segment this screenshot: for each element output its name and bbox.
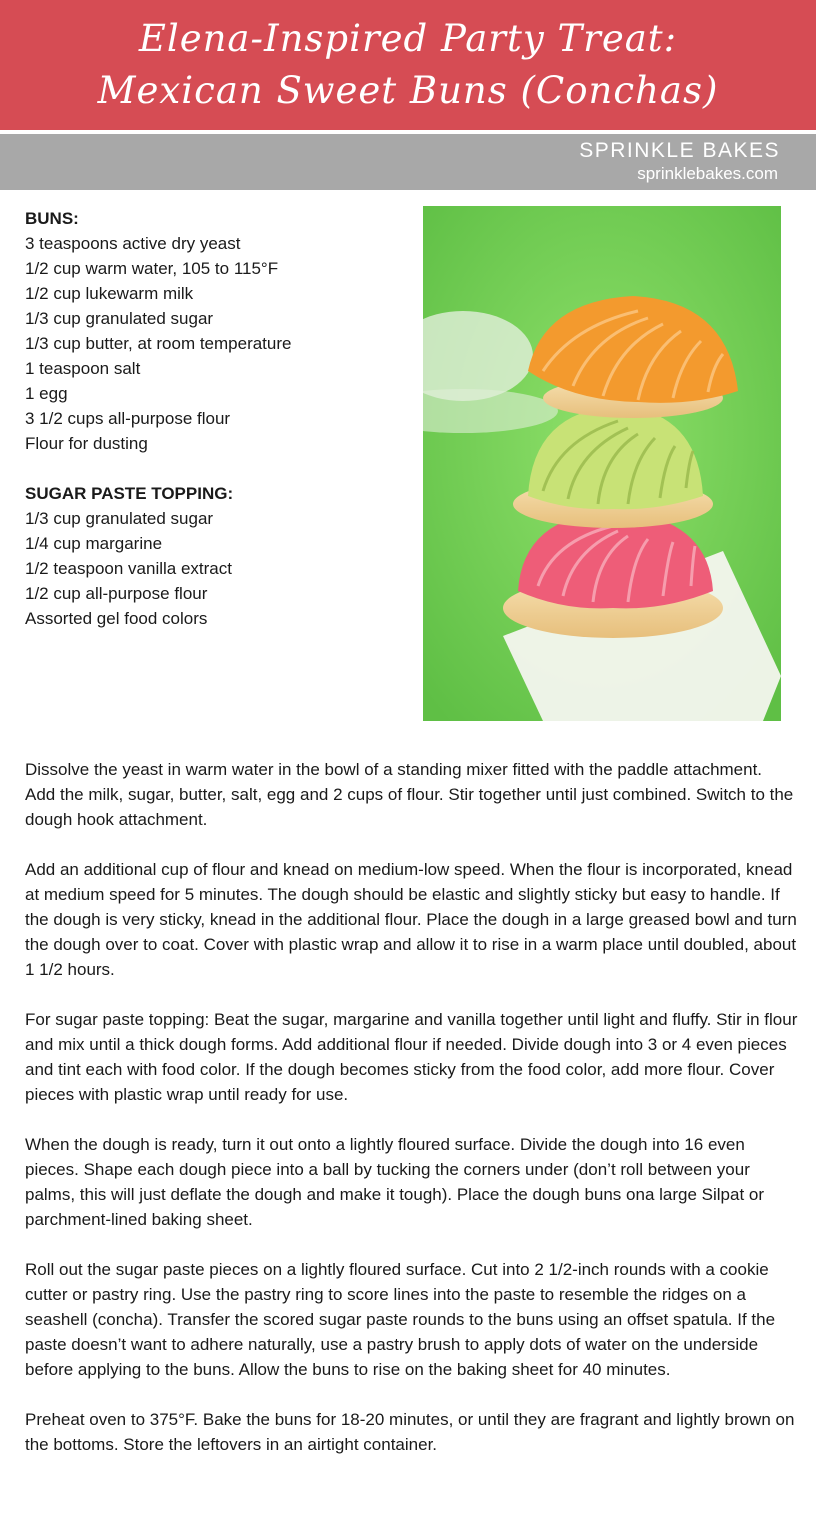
instruction-paragraph: When the dough is ready, turn it out onto a lightly floured surface. Divide the dough into 16 even pieces. Shape each dough piece into a ball by tucking the corners under (don’t roll between your palms, this will just deflate the dough and make it tough). Place the dough buns ona large Silpat or parchment-lined baking sheet. [25,1135,765,1229]
brand-name: SPRINKLE BAKES [579,139,780,162]
instruction-paragraph: Roll out the sugar paste pieces on a lightly floured surface. Cut into 2 1/2-inch rounds with a cookie cutter or pastry ring. Use the pastry ring to score lines into the paste to resemble the ridges on a seashell (concha). Transfer the scored sugar paste rounds to the buns using an offset spatula. If the paste doesn’t want to adhere naturally, use a pastry brush to apply dots of water on the underside before applying to the buns. Allow the buns to rise on the baking sheet for 40 minutes. [25,1260,776,1379]
ingredient-item: 1/3 cup granulated sugar [25,509,214,528]
spacer [25,456,405,481]
title-banner [0,0,816,130]
buns-heading: BUNS: [25,209,79,228]
ingredient-item: 3 1/2 cups all-purpose flour [25,409,231,428]
ingredient-item: 1/2 cup warm water, 105 to 115°F [25,259,279,278]
ingredient-item: 1/3 cup butter, at room temperature [25,334,292,353]
instruction-paragraph: For sugar paste topping: Beat the sugar, margarine and vanilla together until light and fluffy. Stir in flour and mix until a thick dough forms. Add additional flour if needed. Divide dough into 3 or 4 even pieces and tint each with food color. If the dough becomes sticky from the food color, add more flour. Cover pieces with plastic wrap until ready for use. [25,1010,798,1104]
ingredient-item: 1/4 cup margarine [25,534,163,553]
ingredient-item: 1/3 cup granulated sugar [25,309,214,328]
instruction-paragraph: Preheat oven to 375°F. Bake the buns for 18-20 minutes, or until they are fragrant and lightly brown on the bottoms. Store the leftovers in an airtight container. [25,1410,795,1454]
instruction-paragraph: Dissolve the yeast in warm water in the bowl of a standing mixer fitted with the paddle attachment. [25,760,763,779]
topping-heading: SUGAR PASTE TOPPING: [25,484,234,503]
ingredients-list [25,206,405,631]
ingredient-item: 1/2 teaspoon vanilla extract [25,559,232,578]
conchas-photo [423,206,781,721]
ingredient-item: Flour for dusting [25,434,148,453]
instruction-paragraph: Add an additional cup of flour and knead on medium-low speed. When the flour is incorporated, knead at medium speed for 5 minutes. The dough should be elastic and slightly sticky but easy to handle. If the dough is very sticky, knead in the additional flour. Place the dough in a large greased bowl and turn the dough over to coat. Cover with plastic wrap and allow it to rise in a warm place until doubled, about 1 1/2 hours. [25,860,797,979]
ingredient-item: 1 egg [25,384,68,403]
brand-band [0,134,816,190]
title-line-2: Mexican Sweet Buns (Conchas) [97,69,719,112]
ingredient-item: 1/2 cup all-purpose flour [25,584,208,603]
ingredient-item: 3 teaspoons active dry yeast [25,234,241,253]
instruction-paragraph: Add the milk, sugar, butter, salt, egg and 2 cups of flour. Stir together until just combined. Switch to the dough hook attachment. [25,785,794,829]
ingredient-item: 1/2 cup lukewarm milk [25,284,194,303]
ingredient-item: 1 teaspoon salt [25,359,141,378]
instructions [25,757,800,1482]
brand-url: sprinklebakes.com [637,164,778,183]
conchas-illustration [423,206,781,721]
ingredient-item: Assorted gel food colors [25,609,208,628]
title-line-1: Elena-Inspired Party Treat: [138,17,678,60]
